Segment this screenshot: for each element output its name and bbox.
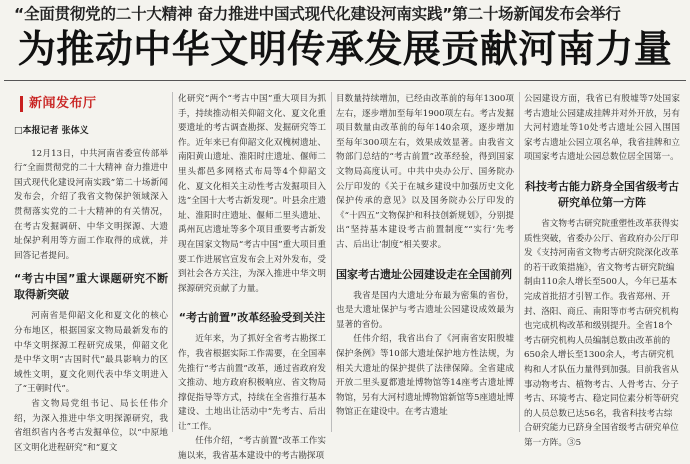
headline: 为推动中华文明传承发展贡献河南力量 [17, 27, 673, 71]
paragraph: 省文物考古研究院重塑性改革获得实质性突破，省委办公厅、省政府办公厅印发《支持河南省文物考古研究院深化改革的若干政策措施》，省文物考古研究院编制由110余人增长至500人，今年已基本完成首批招才引智工作。我省郑州、开封、洛阳、商丘、南阳等市考古研究机构也完成机构改革和级别提升。全省18个考古研究机构人员编制总数由改革前的650余人增长至1300余人，考古研究机构和人才队伍力量得到加强。目前我省从事动物考古、植物考古、人骨考古、分子考古、环境考古、稳定同位素分析等研究的人员总数已达56名，我省科技考古综合研究能力已跻身全国省级考古研究单位第一方阵。③5 [524, 218, 679, 448]
paragraph: 目数量持续增加，已经由改革前的每年1300项左右，逐步增加至每年1900项左右。考古发掘项目数量由改革前的每年140余项，逐步增加至每年300项左右，效果成效显著。由我省文物部门总结的“考古前置”改革经验，得到国家文物局高度认可。中共中央办公厅、国务院办公厅印发的《关于在城乡建设中加强历史文化保护传承的意见》以及国务院办公厅印发的《“十四五”文物保护和科技创新规划》，分别提出“坚持基本建设考古前置制度”“实行‘先考古、后出让’制度”相关要求。 [336, 94, 514, 250]
kicker-line: “全面贯彻党的二十大精神 奋力推进中国式现代化建设河南实践”第二十场新闻发布会举行 [14, 5, 621, 23]
column-divider [172, 92, 173, 432]
section-tag-label: 新闻发布厅 [29, 95, 97, 111]
section-tag-bar [20, 96, 23, 112]
column-4 [524, 92, 680, 448]
paragraph: 任伟介绍，“考古前置”改革工作实施以来，我省基本建设中的考古勘探项 [178, 436, 326, 462]
paragraph: 河南省是仰韶文化和夏文化的核心分布地区，根据国家文物局最新发布的中华文明探源工程研究成果，仰韶文化是中华文明“古国时代”最具影响力的区域性文明，夏文化则代表中华文明进入了“王朝时代”。 [14, 311, 168, 395]
column-1 [14, 92, 168, 453]
top-rule [4, 80, 686, 81]
subhead: “考古中国”重大课题研究不断取得新突破 [14, 272, 168, 302]
paragraph: 公园建设方面，我省已有殷墟等7处国家考古遗址公园建成挂牌并对外开放，另有大河村遗址等10处考古遗址公园入围国家考古遗址公园立项名单，我省挂牌和立项国家考古遗址公园总数位居全国第一。 [524, 94, 680, 163]
paragraph: 省文物局党组书记、局长任伟介绍，为深入推进中华文明探源研究，我省组织省内各考古发掘单位，以“中原地区文明化进程研究”和“夏文 [14, 398, 168, 453]
byline: □本报记者 张体义 [14, 126, 89, 136]
paragraph: 化研究”两个“考古中国”重大项目为抓手，持续推动相关仰韶文化、夏文化重要遗址的考古调查勘探、发掘研究等工作。近年来已有仰韶文化双槐树遗址、南阳黄山遗址、淮阳时庄遗址、偃师二里头都邑多网格式布局等4个仰韶文化、夏文化相关主动性考古发掘项目入选“全国十大考古新发现”。叶县余庄遗址、淮阳时庄遗址、偃师二里头遗址、禹州瓦店遗址等多个项目重要考古新发现在国家文物局“考古中国”重大项目重要工作进展官宣发布会上对外发布，受到社会各方关注，为深入推进中华文明探源研究贡献了力量。 [178, 94, 326, 294]
paragraph: 近年来，为了抓好全省考古勘探工作，我省根据实际工作需要，在全国率先推行“考古前置”改革，通过省政府发文推动、地方政府积极响应、省文物局撑促指导等方式，持续在全省推行基本建设、土地出让活动中“先考古、后出让”工作。 [178, 334, 326, 432]
section-tag [20, 96, 168, 112]
subhead: 科技考古能力跻身全国省级考古研究单位第一方阵 [525, 179, 679, 209]
column-divider [331, 92, 332, 432]
paragraph: 任伟介绍，我省出台了《河南省安阳殷墟保护条例》等10部大遗址保护地方性法规，为相关大遗址的保护提供了法律保障。全省建成开放二里头夏都遗址博物馆等14座考古遗址博物馆，另有大河村遗址博物馆新馆等5座遗址博物馆正在建设中。在考古遗址 [336, 334, 514, 418]
subhead: 国家考古遗址公园建设走在全国前列 [336, 267, 512, 281]
column-2 [178, 92, 326, 462]
column-divider [519, 92, 520, 432]
paragraph: 12月13日，中共河南省委宣传部举行“全面贯彻党的二十大精神 奋力推进中国式现代化建设河南实践”第二十场新闻发布会，介绍了我省文物保护领域深入贯彻落实党的二十大精神的有关情况，在考古发掘调研、中华文明探源、大遗址保护利用等方面工作取得的成就，并回答记者提问。 [14, 148, 168, 261]
subhead: “考古前置”改革经验受到关注 [178, 311, 326, 325]
column-3 [336, 92, 514, 432]
paragraph: 我省是国内大遗址分布最为密集的省份，也是大遗址保护与考古遗址公园建设成效最为显著的省份。 [336, 290, 514, 330]
